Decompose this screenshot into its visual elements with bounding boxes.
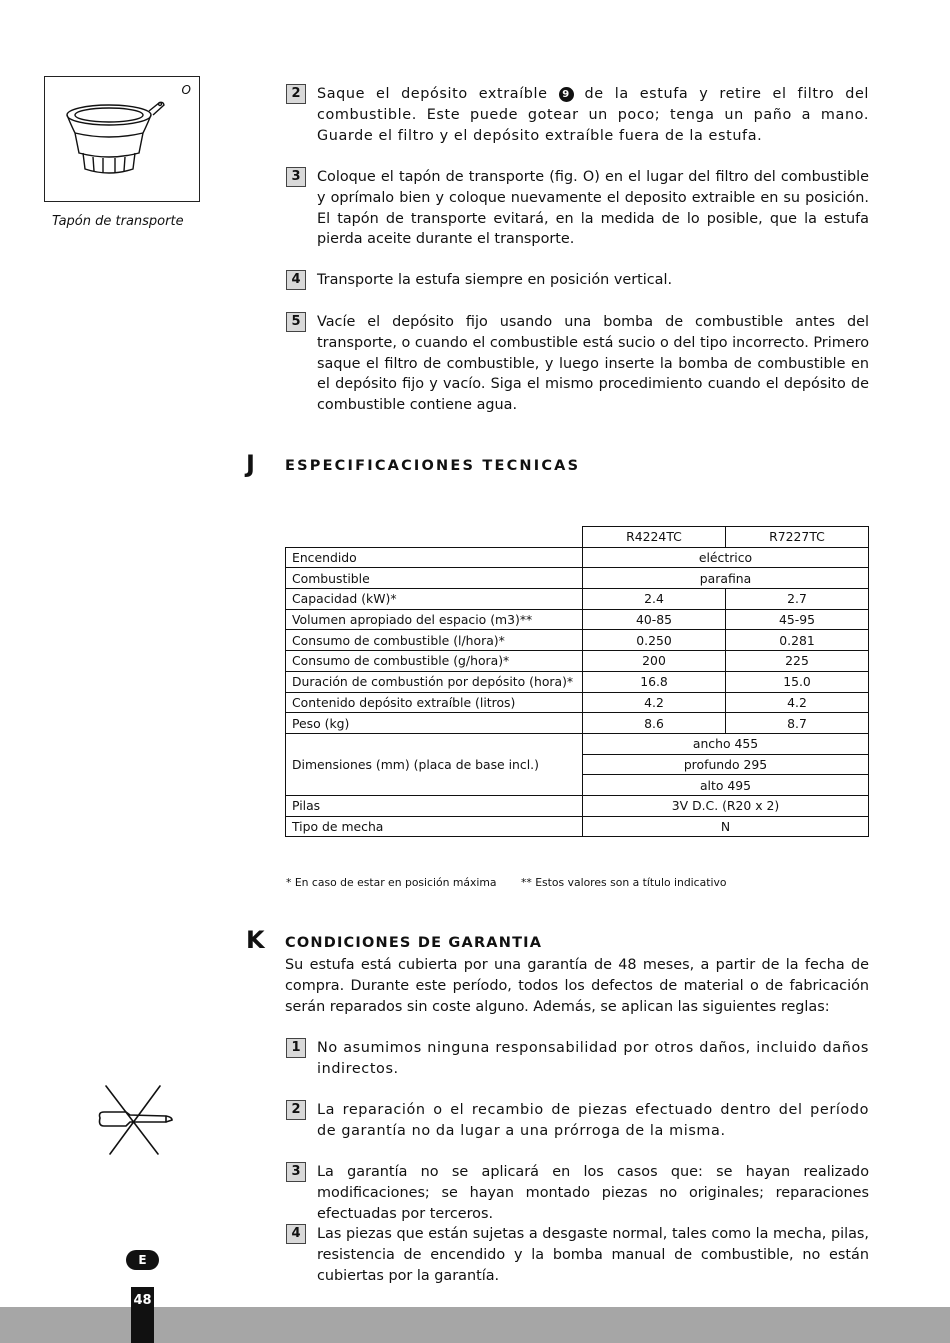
section-j-title: ESPECIFICACIONES TECNICAS bbox=[285, 458, 581, 474]
step-4-text: Transporte la estufa siempre en posición vertical. bbox=[317, 272, 673, 288]
table-row bbox=[286, 816, 869, 837]
language-badge: E bbox=[126, 1250, 159, 1270]
table-cell: 2.4 bbox=[583, 589, 726, 610]
no-screwdriver-icon bbox=[96, 1082, 176, 1158]
step-number: 4 bbox=[286, 270, 306, 290]
part-number-9-icon: 9 bbox=[559, 87, 574, 102]
transport-cap-illustration bbox=[45, 77, 199, 201]
step-number: 5 bbox=[286, 312, 306, 332]
table-cell: eléctrico bbox=[583, 547, 869, 568]
section-k-title: CONDICIONES DE GARANTIA bbox=[285, 935, 543, 951]
table-cell: N bbox=[583, 816, 869, 837]
step-5-text: Vacíe el depósito fijo usando una bomba de combustible antes del transporte, o cuando el combustible está sucio o del tipo incorrecto. Primero saque el filtro de combustible, y luego inserte la bomba de combustible en el depósito fijo y vacío. Siga el mismo procedimiento cuando el depósito de combustible contiene agua. bbox=[317, 314, 869, 414]
row-label: Tipo de mecha bbox=[286, 816, 583, 837]
row-label: Consumo de combustible (l/hora)* bbox=[286, 630, 583, 651]
row-label: Combustible bbox=[286, 568, 583, 589]
table-cell: 2.7 bbox=[726, 589, 869, 610]
section-k-letter: K bbox=[246, 926, 265, 954]
spec-table bbox=[285, 526, 869, 837]
step-text-part: de la estufa y retire el filtro del combustible. Este puede gotear un poco; tenga un paño a mano. Guarde el filtro y el depósito extraíble fuera de la estufa. bbox=[317, 86, 869, 144]
step-2-text bbox=[317, 84, 869, 146]
row-label: Contenido depósito extraíble (litros) bbox=[286, 692, 583, 713]
footnote: * En caso de estar en posición máxima bbox=[286, 876, 497, 889]
table-cell: 200 bbox=[583, 651, 726, 672]
table-row bbox=[286, 609, 869, 630]
table-cell: 0.250 bbox=[583, 630, 726, 651]
table-cell: 45-95 bbox=[726, 609, 869, 630]
warranty-intro: Su estufa está cubierta por una garantía de 48 meses, a partir de la fecha de compra. Durante este período, todos los defectos de material o de fabricación serán reparados sin coste alguno. Además, se aplican las siguientes reglas: bbox=[285, 957, 869, 1015]
table-cell: 40-85 bbox=[583, 609, 726, 630]
table-cell: alto 495 bbox=[583, 775, 869, 796]
table-row bbox=[286, 713, 869, 734]
table-cell: parafina bbox=[583, 568, 869, 589]
table-cell: 8.7 bbox=[726, 713, 869, 734]
table-cell: 4.2 bbox=[583, 692, 726, 713]
warranty-rule-text: La reparación o el recambio de piezas efectuado dentro del período de garantía no da lugar a una prórroga de la misma. bbox=[317, 1102, 869, 1139]
warranty-rule-text: No asumimos ninguna responsabilidad por otros daños, incluido daños indirectos. bbox=[317, 1040, 869, 1077]
table-cell bbox=[286, 527, 583, 548]
step-number: 3 bbox=[286, 167, 306, 187]
table-row bbox=[286, 692, 869, 713]
model-header: R4224TC bbox=[583, 527, 726, 548]
table-cell: 4.2 bbox=[726, 692, 869, 713]
warranty-rule-text: Las piezas que están sujetas a desgaste normal, tales como la mecha, pilas, resistencia de encendido y la bomba manual de combustible, no están cubiertas por la garantía. bbox=[317, 1226, 869, 1284]
warranty-rule-text: La garantía no se aplicará en los casos que: se hayan realizado modificaciones; se hayan montado piezas no originales; reparaciones efectuadas por terceros. bbox=[317, 1164, 869, 1222]
table-row bbox=[286, 733, 869, 754]
table-cell: ancho 455 bbox=[583, 733, 869, 754]
table-row bbox=[286, 671, 869, 692]
row-label: Volumen apropiado del espacio (m3)** bbox=[286, 609, 583, 630]
figure-letter: O bbox=[181, 83, 191, 97]
table-row bbox=[286, 651, 869, 672]
table-cell: 0.281 bbox=[726, 630, 869, 651]
step-3-text: Coloque el tapón de transporte (fig. O) en el lugar del filtro del combustible y oprímalo bien y coloque nuevamente el deposito extraible en su posición. El tapón de transporte evitará, en la medida de lo posible, que la estufa pierda aceite durante el transporte. bbox=[317, 169, 869, 248]
section-j-letter: J bbox=[246, 450, 255, 478]
table-cell: 15.0 bbox=[726, 671, 869, 692]
model-header: R7227TC bbox=[726, 527, 869, 548]
step-text-part: Saque el depósito extraíble bbox=[317, 86, 559, 102]
row-label: Consumo de combustible (g/hora)* bbox=[286, 651, 583, 672]
table-row bbox=[286, 527, 869, 548]
table-cell: 225 bbox=[726, 651, 869, 672]
figure-caption: Tapón de transporte bbox=[52, 214, 184, 229]
table-cell: profundo 295 bbox=[583, 754, 869, 775]
row-label: Capacidad (kW)* bbox=[286, 589, 583, 610]
table-row bbox=[286, 589, 869, 610]
table-row bbox=[286, 568, 869, 589]
rule-number: 1 bbox=[286, 1038, 306, 1058]
transport-cap-figure bbox=[44, 76, 200, 202]
footnote: ** Estos valores son a título indicativo bbox=[521, 876, 727, 889]
step-number: 2 bbox=[286, 84, 306, 104]
table-row bbox=[286, 795, 869, 816]
row-label: Duración de combustión por depósito (hora)* bbox=[286, 671, 583, 692]
table-cell: 3V D.C. (R20 x 2) bbox=[583, 795, 869, 816]
row-label: Dimensiones (mm) (placa de base incl.) bbox=[286, 733, 583, 795]
table-cell: 16.8 bbox=[583, 671, 726, 692]
page-number: 48 bbox=[131, 1287, 154, 1343]
rule-number: 4 bbox=[286, 1224, 306, 1244]
row-label: Encendido bbox=[286, 547, 583, 568]
table-row bbox=[286, 547, 869, 568]
rule-number: 2 bbox=[286, 1100, 306, 1120]
table-cell: 8.6 bbox=[583, 713, 726, 734]
table-row bbox=[286, 630, 869, 651]
row-label: Peso (kg) bbox=[286, 713, 583, 734]
row-label: Pilas bbox=[286, 795, 583, 816]
rule-number: 3 bbox=[286, 1162, 306, 1182]
